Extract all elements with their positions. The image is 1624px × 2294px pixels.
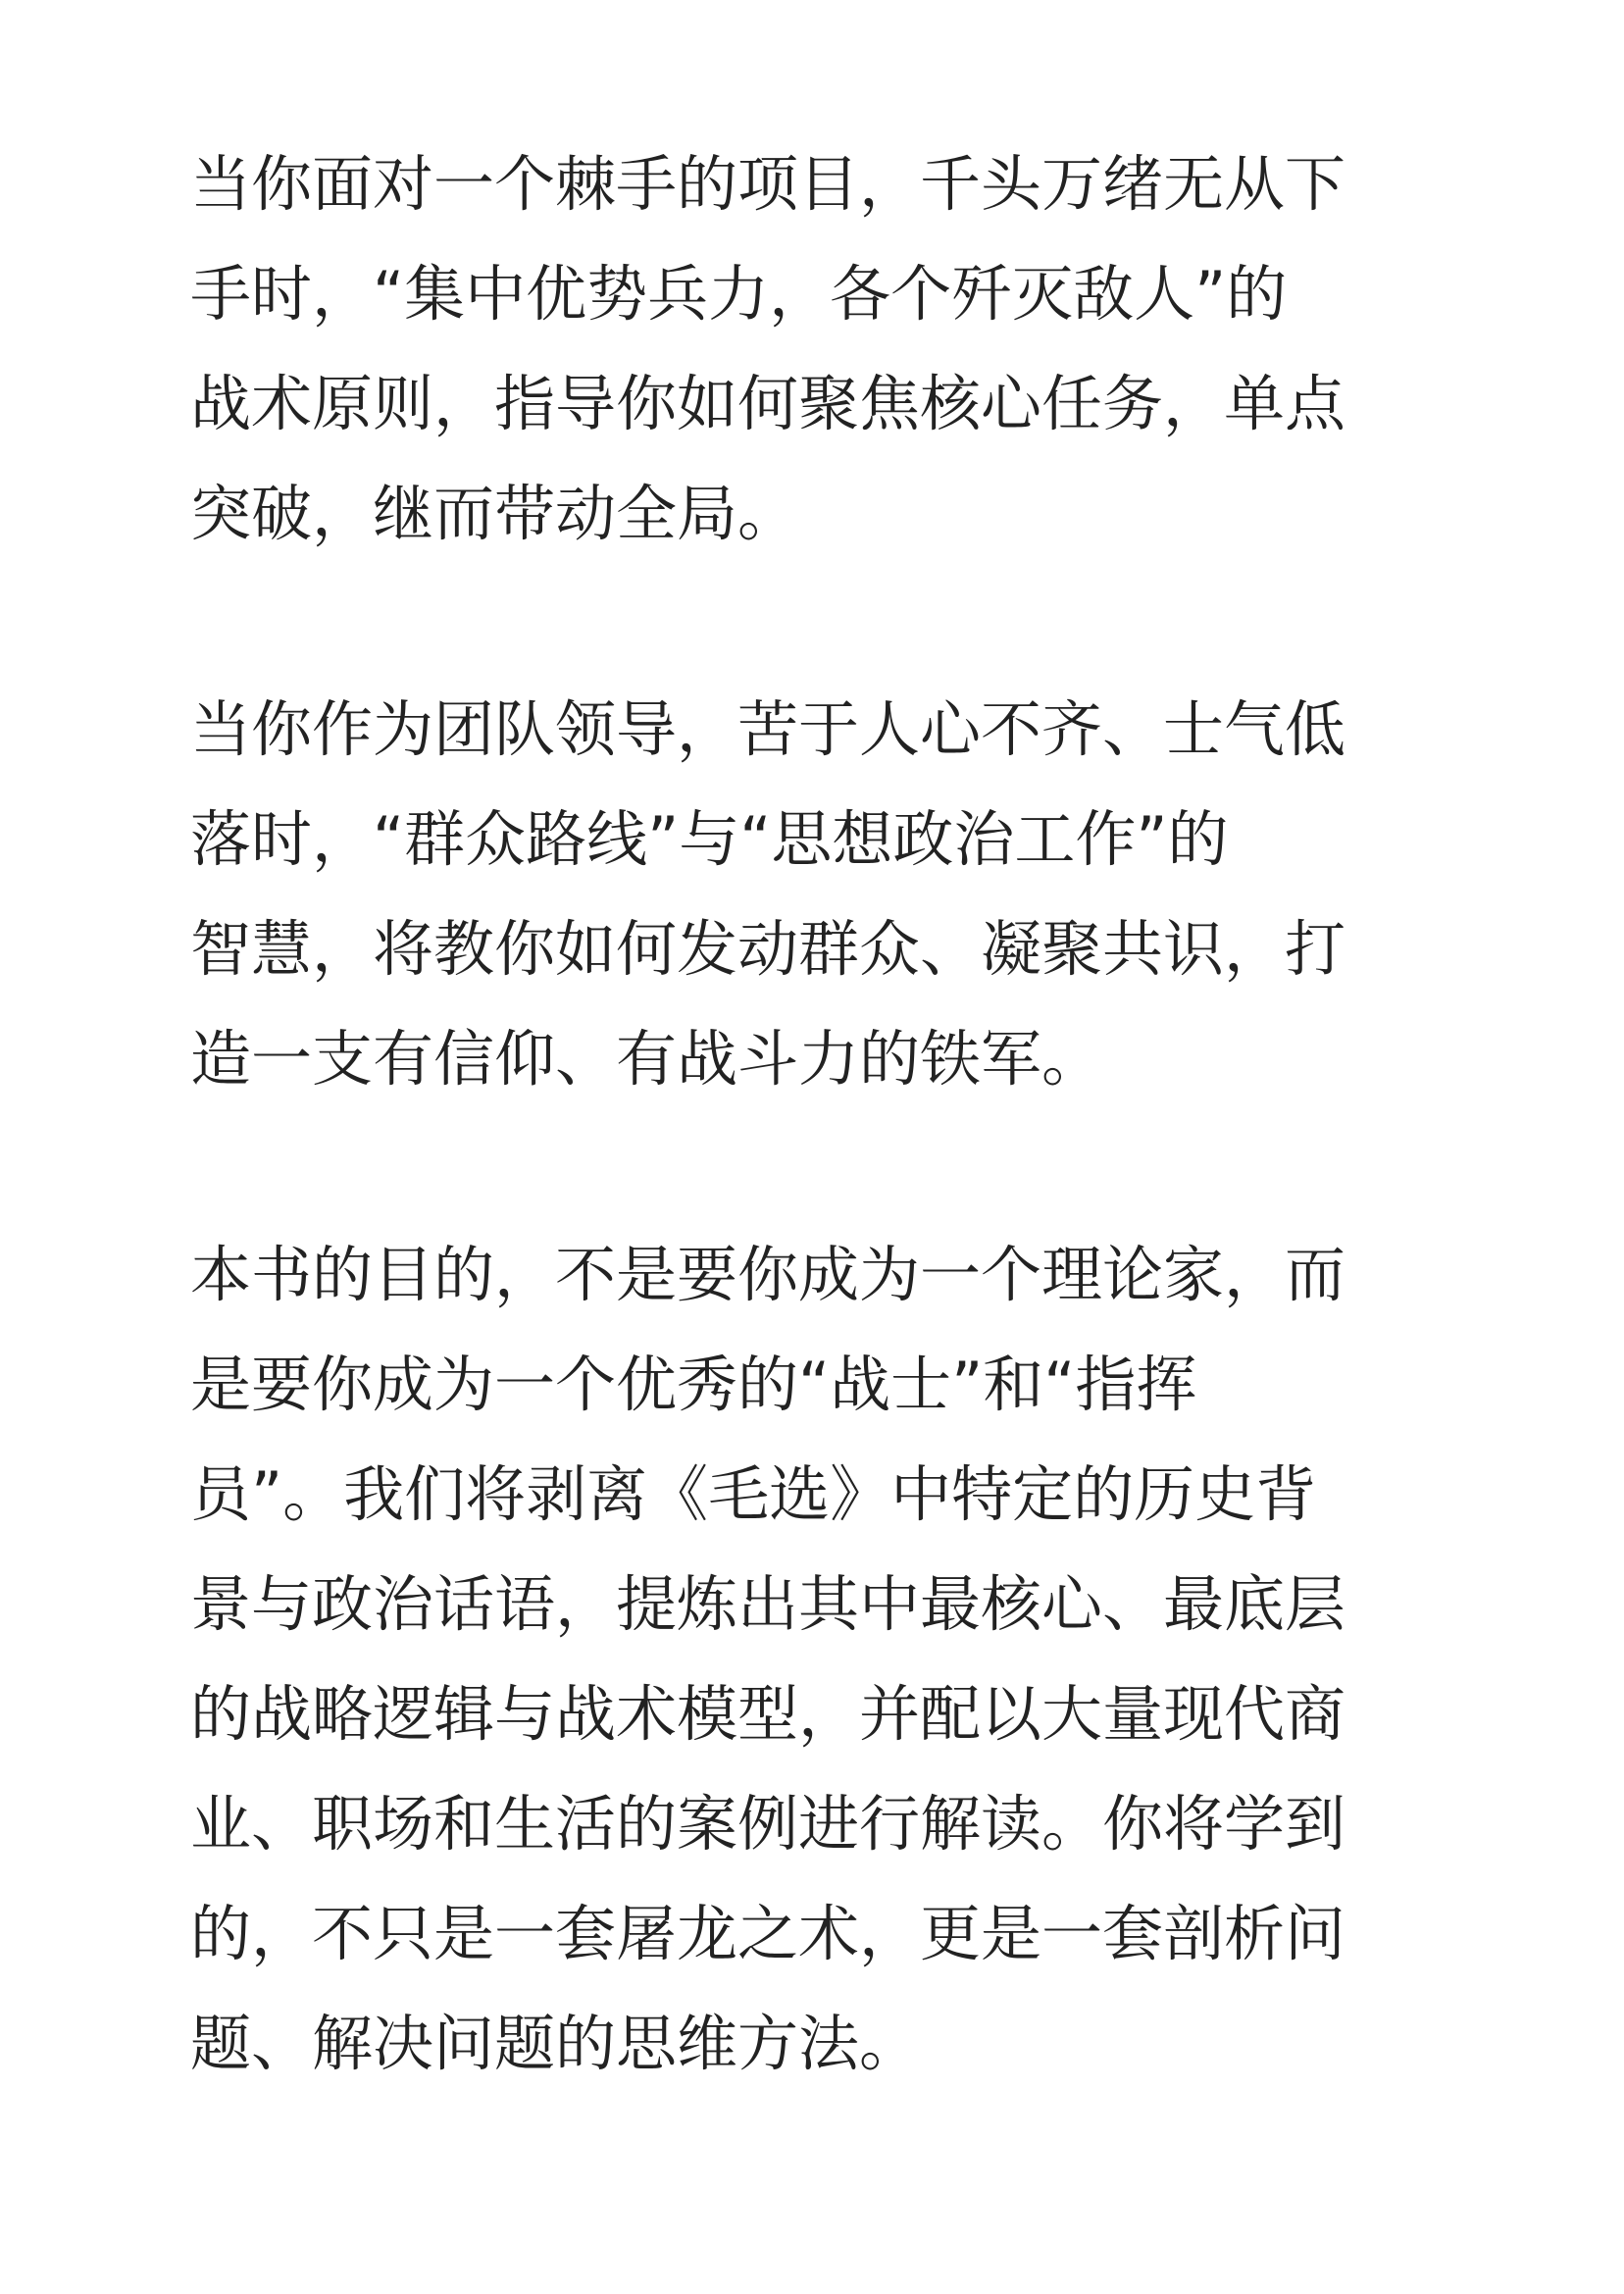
text-line: 当你作为团队领导，苦于人心不齐、士气低: [190, 693, 1346, 765]
text-line: 造一支有信仰、有战斗力的铁军。: [190, 1023, 1103, 1095]
paragraph-1: [190, 129, 1446, 569]
paragraph-spacer: [190, 569, 1446, 675]
paragraph-3: [190, 1220, 1446, 2099]
text-line: 景与政治话语，提炼出其中最核心、最底层: [190, 1568, 1346, 1640]
text-line: 落时，“群众路线”与“思想政治工作”的: [190, 803, 1229, 875]
paragraph-2: [190, 675, 1446, 1114]
text-line: 当你面对一个棘手的项目，千头万绪无从下: [190, 148, 1346, 220]
text-line: 战术原则，指导你如何聚焦核心任务，单点: [190, 368, 1346, 439]
paragraph-spacer: [190, 1114, 1446, 1220]
text-line: 题、解决问题的思维方法。: [190, 2008, 921, 2079]
text-line: 是要你成为一个优秀的“战士”和“指挥: [190, 1349, 1197, 1420]
document-body: [190, 129, 1446, 2099]
text-line: 的，不只是一套屠龙之术，更是一套剖析问: [190, 1898, 1346, 1969]
text-line: 手时，“集中优势兵力，各个歼灭敌人”的: [190, 258, 1288, 330]
text-line: 突破，继而带动全局。: [190, 478, 799, 549]
text-line: 本书的目的，不是要你成为一个理论家，而: [190, 1239, 1346, 1310]
text-line: 业、职场和生活的案例进行解读。你将学到: [190, 1788, 1346, 1860]
text-line: 智慧，将教你如何发动群众、凝聚共识，打: [190, 913, 1346, 985]
text-line: 的战略逻辑与战术模型，并配以大量现代商: [190, 1678, 1346, 1750]
text-line: 员”。我们将剥离《毛选》中特定的历史背: [190, 1458, 1317, 1530]
